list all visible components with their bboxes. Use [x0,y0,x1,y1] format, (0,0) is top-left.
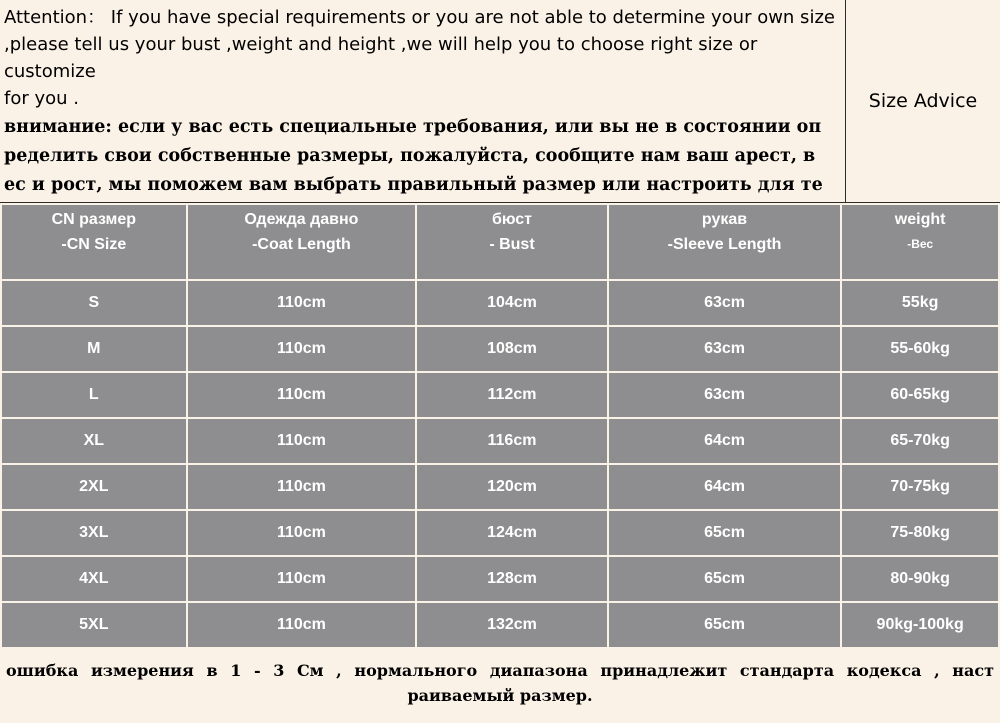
header-en: - Bust [489,236,535,253]
cell-sleeve-length: 64cm [609,419,841,463]
table-row [2,327,998,371]
notice-en-line: Attention： If you have special requirements or you are not able to determine your own size [4,7,835,28]
cell-weight: 65-70kg [842,419,998,463]
footer-note [0,650,1000,723]
cell-sleeve-length: 65cm [609,511,841,555]
table-row [2,419,998,463]
cell-weight: 80-90kg [842,557,998,601]
cell-coat-length: 110cm [188,419,416,463]
cell-sleeve-length: 63cm [609,373,841,417]
cell-size: M [2,327,186,371]
table-row [2,557,998,601]
cell-coat-length: 110cm [188,281,416,325]
table-header-row [2,205,998,279]
cell-coat-length: 110cm [188,373,416,417]
cell-weight: 70-75kg [842,465,998,509]
header-en: -CN Size [61,236,127,253]
header-cell-sleeve-length [609,205,841,279]
header-cell-coat-length [188,205,416,279]
cell-coat-length: 110cm [188,327,416,371]
cell-coat-length: 110cm [188,557,416,601]
cell-weight: 90kg-100kg [842,603,998,647]
cell-coat-length: 110cm [188,603,416,647]
cell-bust: 104cm [417,281,607,325]
header-en: -Вес [907,237,934,251]
cell-coat-length: 110cm [188,465,416,509]
cell-weight: 75-80kg [842,511,998,555]
cell-weight: 55kg [842,281,998,325]
size-table [0,203,1000,649]
header-ru: weight [894,211,946,228]
notice-en-line: for you . [4,88,79,109]
cell-sleeve-length: 65cm [609,603,841,647]
header-ru: CN размер [51,211,137,228]
header-ru: бюст [491,211,533,228]
header-cell-bust [417,205,607,279]
cell-size: 2XL [2,465,186,509]
cell-bust: 124cm [417,511,607,555]
cell-size: 3XL [2,511,186,555]
cell-sleeve-length: 65cm [609,557,841,601]
notice-ru-line: ес и рост, мы поможем вам выбрать правильный размер или настроить для те [4,175,823,195]
header-cell-size [2,205,186,279]
header-en: -Sleeve Length [667,236,782,253]
notice-text [4,4,842,200]
notice-ru-line: внимание: если у вас есть специальные требования, или вы не в состоянии оп [4,117,822,137]
size-advice-label: Size Advice [868,90,978,112]
notice-en-line: ,please tell us your bust ,weight and height ,we will help you to choose right size or customize [4,34,758,82]
header-cell-weight [842,205,998,279]
cell-size: 4XL [2,557,186,601]
cell-sleeve-length: 64cm [609,465,841,509]
cell-bust: 112cm [417,373,607,417]
footer-line: ошибка измерения в 1 - 3 См , нормального диапазона принадлежит стандарта кодекса , наст [6,661,994,680]
cell-bust: 108cm [417,327,607,371]
cell-sleeve-length: 63cm [609,327,841,371]
table-row [2,465,998,509]
cell-sleeve-length: 63cm [609,281,841,325]
cell-weight: 60-65kg [842,373,998,417]
cell-bust: 116cm [417,419,607,463]
cell-weight: 55-60kg [842,327,998,371]
table-row [2,511,998,555]
cell-size: XL [2,419,186,463]
header-en: -Coat Length [252,236,351,253]
notice-header [0,0,1000,204]
table-row [2,603,998,647]
cell-bust: 132cm [417,603,607,647]
header-ru: рукав [701,211,748,228]
table-row [2,281,998,325]
cell-coat-length: 110cm [188,511,416,555]
cell-size: L [2,373,186,417]
cell-size: 5XL [2,603,186,647]
cell-size: S [2,281,186,325]
cell-bust: 128cm [417,557,607,601]
table-row [2,373,998,417]
header-ru: Одежда давно [244,211,359,228]
notice-ru-line: ределить свои собственные размеры, пожалуйста, сообщите нам ваш арест, в [4,146,816,166]
footer-line: раиваемый размер. [407,686,593,705]
cell-bust: 120cm [417,465,607,509]
